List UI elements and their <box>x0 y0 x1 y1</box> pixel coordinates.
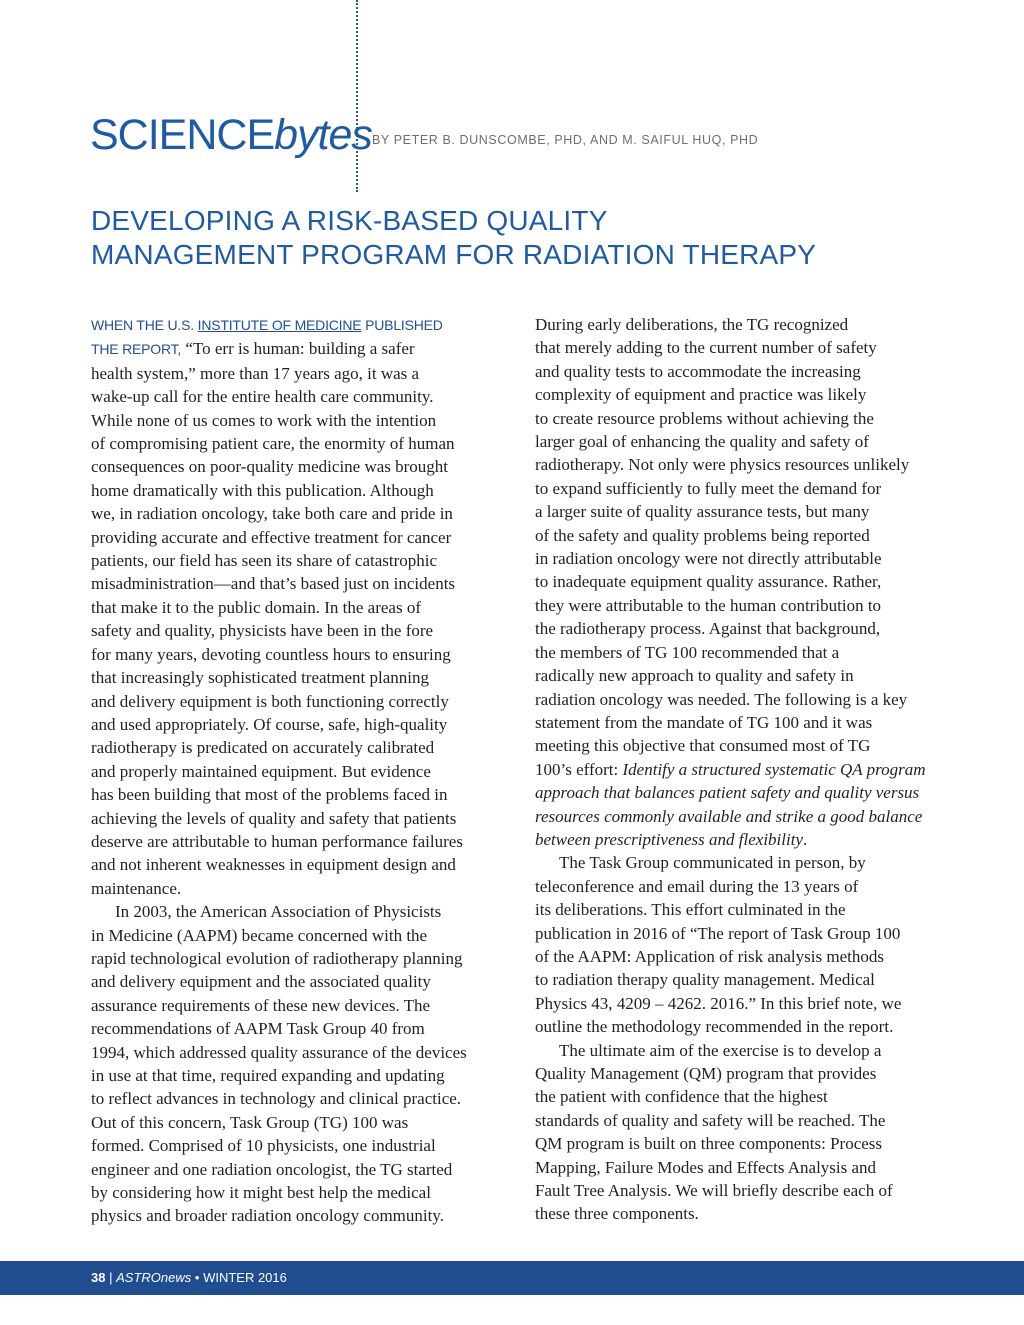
footer-text <box>91 1270 287 1286</box>
title-line: MANAGEMENT PROGRAM FOR RADIATION THERAPY <box>91 239 817 270</box>
paragraph <box>91 362 501 900</box>
text-line: and used appropriately. Of course, safe, high-quality <box>91 714 448 734</box>
lead-line <box>91 313 501 337</box>
text-line: a larger suite of quality assurance tests, but many <box>535 502 870 522</box>
text-line: deserve are attributable to human performance failures <box>91 831 463 851</box>
article-title <box>91 204 951 272</box>
brand-bytes: bytes <box>274 111 372 159</box>
body-text: 100’s effort: <box>535 759 623 779</box>
text-line: complexity of equipment and practice was likely <box>535 385 867 405</box>
text-line: to reflect advances in technology and clinical practice. <box>91 1089 462 1109</box>
body-text: “To err is human: building a safer <box>181 339 415 359</box>
text-line: in Medicine (AAPM) became concerned with the <box>91 925 428 945</box>
text-line: consequences on poor-quality medicine was brought <box>91 457 449 477</box>
publication-name: ASTROnews <box>116 1270 192 1285</box>
text-line <box>91 337 501 361</box>
text-line: Mapping, Failure Modes and Effects Analysis and <box>535 1157 877 1177</box>
text-line: standards of quality and safety will be reached. The <box>535 1110 886 1130</box>
text-line: The ultimate aim of the exercise is to develop a <box>559 1040 882 1060</box>
paragraph <box>91 900 501 1228</box>
paragraph <box>535 851 935 1038</box>
text-line: that make it to the public domain. In the areas of <box>91 597 421 617</box>
text-line: and delivery equipment is both functioning correctly <box>91 691 449 711</box>
text-line: health system,” more than 17 years ago, it was a <box>91 363 420 383</box>
text-line: larger goal of enhancing the quality and safety of <box>535 432 869 452</box>
text-line: to radiation therapy quality management. Medical <box>535 970 875 990</box>
left-column <box>91 313 501 1228</box>
text-line: Quality Management (QM) program that provides <box>535 1064 877 1083</box>
paragraph <box>535 313 935 758</box>
text-line: assurance requirements of these new devices. The <box>91 995 431 1015</box>
text-line: that merely adding to the current number of safety <box>535 338 877 358</box>
text-line: in radiation oncology were not directly attributable <box>535 549 882 569</box>
dotted-divider <box>356 0 358 192</box>
text-line: has been building that most of the problems faced in <box>91 785 448 805</box>
text-line: statement from the mandate of TG 100 and it was <box>535 712 873 732</box>
title-line: DEVELOPING A RISK-BASED QUALITY <box>91 205 608 236</box>
text-line: home dramatically with this publication. Although <box>91 480 434 500</box>
lead-in: PUBLISHED <box>361 317 443 333</box>
text-line: safety and quality, physicists have been in the fore <box>91 621 434 641</box>
issue-label: WINTER 2016 <box>203 1270 287 1285</box>
footer-separator: | <box>109 1270 113 1285</box>
text-line: rapid technological evolution of radiotherapy planning <box>91 948 463 968</box>
text-line: radiotherapy is predicated on accurately calibrated <box>91 738 435 758</box>
text-line: radiation oncology was needed. The following is a key <box>535 689 908 709</box>
text-line: QM program is built on three components: Process <box>535 1134 883 1154</box>
text-line: and delivery equipment and the associated quality <box>91 972 431 992</box>
section-brand <box>90 111 372 159</box>
institute-of-medicine-link[interactable]: INSTITUTE OF MEDICINE <box>197 317 362 333</box>
text-line: and quality tests to accommodate the increasing <box>535 361 861 381</box>
text-line: meeting this objective that consumed most of TG <box>535 736 871 756</box>
page-number: 38 <box>91 1270 106 1285</box>
italic-quote-line: approach that balances patient safety and quality versus <box>535 783 920 803</box>
text-line: outline the methodology recommended in the report. <box>535 1017 894 1037</box>
text-line: radically new approach to quality and safety in <box>535 666 854 686</box>
text-line: of the AAPM: Application of risk analysis methods <box>535 946 884 966</box>
text-line: of the safety and quality problems being reported <box>535 525 870 545</box>
italic-quote-line: resources commonly available and strike a good balance <box>535 806 923 826</box>
text-line: engineer and one radiation oncologist, the TG started <box>91 1159 453 1179</box>
brand-science: SCIENCE <box>90 111 275 159</box>
text-line: radiotherapy. Not only were physics resources unlikely <box>535 455 910 475</box>
lead-in: WHEN THE U.S. <box>91 317 198 333</box>
italic-quote: between prescriptiveness and flexibility <box>535 829 803 849</box>
text-line: the patient with confidence that the highest <box>535 1087 828 1107</box>
text-line: its deliberations. This effort culminated in the <box>535 900 846 920</box>
body-text: . <box>803 829 808 849</box>
text-line: 1994, which addressed quality assurance of the devices <box>91 1042 467 1062</box>
italic-quote-block <box>535 781 935 828</box>
text-line: to create resource problems without achieving the <box>535 408 874 428</box>
text-line: physics and broader radiation oncology community. <box>91 1206 444 1226</box>
text-line <box>535 758 935 781</box>
italic-quote: Identify a structured systematic QA program <box>622 759 926 779</box>
paragraph <box>535 1039 935 1226</box>
text-line: Out of this concern, Task Group (TG) 100 was <box>91 1112 409 1132</box>
text-line: The Task Group communicated in person, by <box>559 853 866 873</box>
text-line: maintenance. <box>91 878 182 898</box>
right-column <box>535 313 935 1226</box>
lead-in: THE REPORT, <box>91 341 182 358</box>
text-line: and not inherent weaknesses in equipment design and <box>91 855 456 875</box>
footer-bar <box>0 1261 1024 1295</box>
text-line: misadministration—and that’s based just on incidents <box>91 574 456 594</box>
text-line: During early deliberations, the TG recognized <box>535 315 849 334</box>
text-line: to expand sufficiently to fully meet the demand for <box>535 478 882 498</box>
text-line: in use at that time, required expanding and updating <box>91 1066 445 1085</box>
text-line: Physics 43, 4209 – 4262. 2016.” In this brief note, we <box>535 993 902 1013</box>
text-line: achieving the levels of quality and safety that patients <box>91 808 457 828</box>
text-line: formed. Comprised of 10 physicists, one industrial <box>91 1136 436 1156</box>
text-line: providing accurate and effective treatment for cancer <box>91 527 452 547</box>
text-line: the members of TG 100 recommended that a <box>535 642 840 662</box>
text-line: and properly maintained equipment. But evidence <box>91 761 431 781</box>
text-line: the radiotherapy process. Against that background, <box>535 619 881 639</box>
text-line <box>535 828 935 851</box>
byline: BY PETER B. DUNSCOMBE, PHD, AND M. SAIFUL HUQ, PHD <box>372 133 759 147</box>
text-line: publication in 2016 of “The report of Task Group 100 <box>535 923 901 943</box>
text-line: In 2003, the American Association of Physicists <box>115 902 442 922</box>
text-line: wake-up call for the entire health care community. <box>91 387 434 407</box>
text-line: to inadequate equipment quality assurance. Rather, <box>535 572 882 592</box>
text-line: by considering how it might best help the medical <box>91 1183 431 1203</box>
text-line: recommendations of AAPM Task Group 40 from <box>91 1019 425 1039</box>
text-line: that increasingly sophisticated treatment planning <box>91 668 430 688</box>
text-line: of compromising patient care, the enormity of human <box>91 434 455 454</box>
text-line: these three components. <box>535 1204 699 1224</box>
text-line: they were attributable to the human contribution to <box>535 595 882 615</box>
text-line: While none of us comes to work with the intention <box>91 410 437 430</box>
text-line: for many years, devoting countless hours to ensuring <box>91 644 451 664</box>
text-line: teleconference and email during the 13 years of <box>535 876 859 896</box>
footer-bullet: • <box>194 1270 200 1285</box>
text-line: we, in radiation oncology, take both care and pride in <box>91 504 453 524</box>
text-line: Fault Tree Analysis. We will briefly describe each of <box>535 1181 893 1201</box>
text-line: patients, our field has seen its share of catastrophic <box>91 551 438 571</box>
